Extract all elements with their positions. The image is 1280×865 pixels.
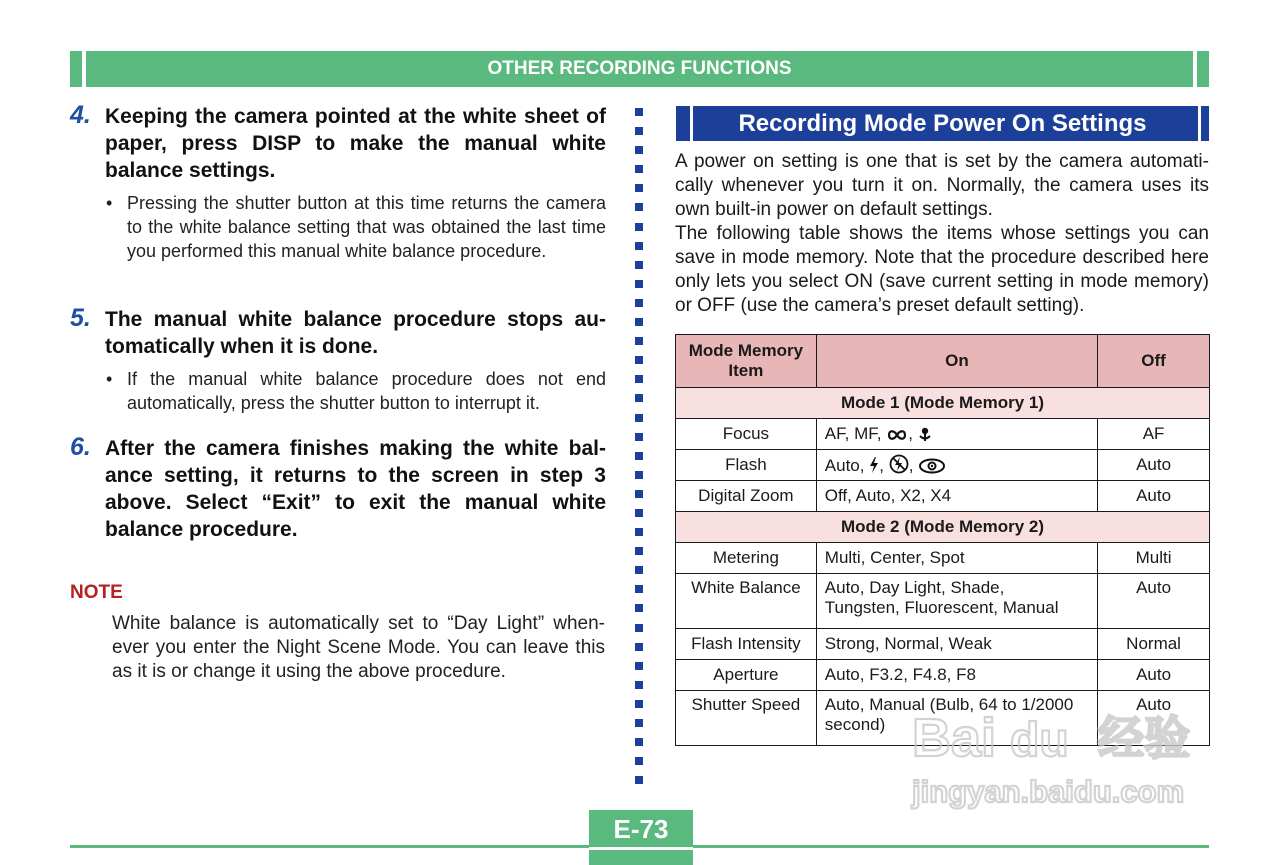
divider-dot xyxy=(635,146,643,154)
table-row xyxy=(676,629,1210,660)
divider-dot xyxy=(635,280,643,288)
bullet-dot: • xyxy=(106,193,113,213)
step-title: The manual white balance procedure stops automatically when it is done. xyxy=(105,308,606,358)
divider-dot xyxy=(635,662,643,670)
bullet-text: If the manual white balance procedure does not end automatically, press the shutter button to interrupt it. xyxy=(127,369,606,413)
step-6 xyxy=(70,435,606,543)
row-on-line: Auto, Manual (Bulb, 64 to 1/2000 xyxy=(824,695,1074,714)
divider-dot xyxy=(635,318,643,326)
section-header-bar xyxy=(70,51,1209,87)
section-title: Recording Mode Power On Settings xyxy=(738,110,1147,137)
row-item: White Balance xyxy=(676,574,817,629)
row-on-text: AF, MF, xyxy=(824,424,882,443)
row-item: Aperture xyxy=(676,660,817,691)
header-on: On xyxy=(816,335,1097,388)
header-title: OTHER RECORDING FUNCTIONS xyxy=(487,58,792,79)
divider-dot xyxy=(635,719,643,727)
divider-dot xyxy=(635,471,643,479)
watermark-bai: Bai xyxy=(912,708,997,768)
divider-dot xyxy=(635,624,643,632)
header-off: Off xyxy=(1098,335,1210,388)
table-row xyxy=(676,419,1210,450)
intro-paragraph-2: The following table shows the items whose settings you can save in mode memory. Note that the procedure described here only lets you select ON (save current setting in mode memory) or OFF (use the camera’s preset default setting). xyxy=(675,223,1209,316)
divider-dot xyxy=(635,757,643,765)
bullet-text: Pressing the shutter button at this time returns the camera to the white balance setting that was obtained the last time you performed this manual white balance procedure. xyxy=(127,193,606,261)
step-4 xyxy=(70,103,606,263)
divider-dot xyxy=(635,394,643,402)
divider-dot xyxy=(635,604,643,612)
divider-dot xyxy=(635,375,643,383)
row-off: Auto xyxy=(1098,574,1210,629)
step-5 xyxy=(70,306,606,415)
page-number: E-73 xyxy=(613,814,669,844)
divider-dot xyxy=(635,242,643,250)
row-item: Focus xyxy=(676,419,817,450)
note-label: NOTE xyxy=(70,582,123,603)
divider-dot xyxy=(635,643,643,651)
column-divider xyxy=(635,108,644,798)
section-heading-bar xyxy=(676,106,1209,141)
divider-dot xyxy=(635,490,643,498)
divider-dot xyxy=(635,299,643,307)
divider-dot xyxy=(635,433,643,441)
step-bullet xyxy=(106,191,606,263)
watermark-jingyan-cn: 经验 xyxy=(1098,711,1190,765)
divider-dot xyxy=(635,528,643,536)
mode-1-row xyxy=(676,388,1210,419)
row-off: Auto xyxy=(1098,481,1210,512)
row-off: Multi xyxy=(1098,543,1210,574)
divider-dot xyxy=(635,585,643,593)
divider-dot xyxy=(635,356,643,364)
divider-dot xyxy=(635,681,643,689)
divider-dot xyxy=(635,738,643,746)
row-item: Flash Intensity xyxy=(676,629,817,660)
row-on: Strong, Normal, Weak xyxy=(816,629,1097,660)
row-on-text: Auto, xyxy=(824,456,865,475)
watermark-url: jingyan.baidu.com xyxy=(912,774,1185,809)
flash-icon xyxy=(869,456,879,474)
divider-dot xyxy=(635,776,643,784)
row-on xyxy=(816,574,1097,629)
row-on xyxy=(816,419,1097,450)
page-box-gap xyxy=(589,847,693,850)
row-on: Auto, F3.2, F4.8, F8 xyxy=(816,660,1097,691)
red-eye-icon xyxy=(918,458,946,474)
row-on: Off, Auto, X2, X4 xyxy=(816,481,1097,512)
row-on xyxy=(816,691,1097,746)
mode-1-heading: Mode 1 (Mode Memory 1) xyxy=(676,388,1210,419)
step-bullet xyxy=(106,367,606,415)
row-off: Auto xyxy=(1098,691,1210,746)
row-on: Multi, Center, Spot xyxy=(816,543,1097,574)
divider-dot xyxy=(635,337,643,345)
row-on-line: Tungsten, Fluorescent, Manual xyxy=(824,598,1059,617)
mode-2-row xyxy=(676,512,1210,543)
row-off: Auto xyxy=(1098,450,1210,481)
mode-memory-table xyxy=(675,334,1210,746)
flash-off-icon xyxy=(889,454,909,474)
divider-dot xyxy=(635,509,643,517)
step-number: 6. xyxy=(70,433,91,461)
row-on-sep: , xyxy=(879,456,884,475)
step-number: 4. xyxy=(70,101,91,129)
watermark-du: du xyxy=(1010,714,1069,767)
table-row xyxy=(676,660,1210,691)
table-row xyxy=(676,574,1210,629)
row-on-line: Auto, Day Light, Shade, xyxy=(824,578,1005,597)
bullet-dot: • xyxy=(106,369,113,389)
divider-dot xyxy=(635,127,643,135)
row-on-line: second) xyxy=(824,715,886,734)
step-number: 5. xyxy=(70,304,91,332)
row-item: Metering xyxy=(676,543,817,574)
table-row xyxy=(676,543,1210,574)
mode-2-heading: Mode 2 (Mode Memory 2) xyxy=(676,512,1210,543)
table-header-row xyxy=(676,335,1210,388)
divider-dot xyxy=(635,414,643,422)
divider-dot xyxy=(635,203,643,211)
row-item: Flash xyxy=(676,450,817,481)
row-on-sep: , xyxy=(908,456,914,475)
macro-flower-icon xyxy=(918,426,932,442)
step-title: Keeping the camera pointed at the white sheet of paper, press DISP to make the manual white balance settings. xyxy=(105,105,606,182)
divider-dot xyxy=(635,566,643,574)
divider-dot xyxy=(635,108,643,116)
table-row xyxy=(676,691,1210,746)
row-item: Digital Zoom xyxy=(676,481,817,512)
row-off: Auto xyxy=(1098,660,1210,691)
divider-dot xyxy=(635,165,643,173)
intro-paragraph-1: A power on setting is one that is set by the camera automatically whenever you turn it on. Normally, the camera uses its own built-in power on default settings. xyxy=(675,151,1209,220)
divider-dot xyxy=(635,452,643,460)
infinity-icon xyxy=(886,428,908,442)
step-title: After the camera finishes making the white balance setting, it returns to the screen in step 3 above. Select “Exit” to exit the manual white balance procedure. xyxy=(105,437,606,541)
divider-dot xyxy=(635,184,643,192)
header-item: Mode Memory Item xyxy=(676,335,817,388)
row-off: Normal xyxy=(1098,629,1210,660)
divider-dot xyxy=(635,547,643,555)
page-number-box xyxy=(589,810,693,865)
table-row xyxy=(676,450,1210,481)
row-on-sep: , xyxy=(908,424,913,443)
table-row xyxy=(676,481,1210,512)
row-item: Shutter Speed xyxy=(676,691,817,746)
divider-dot xyxy=(635,261,643,269)
divider-dot xyxy=(635,223,643,231)
row-off: AF xyxy=(1098,419,1210,450)
note-text: White balance is automatically set to “Day Light” whenever you enter the Night Scene Mode. You can leave this as it is or change it using the above procedure. xyxy=(112,613,605,682)
section-intro xyxy=(675,150,1209,318)
divider-dot xyxy=(635,700,643,708)
row-on xyxy=(816,450,1097,481)
